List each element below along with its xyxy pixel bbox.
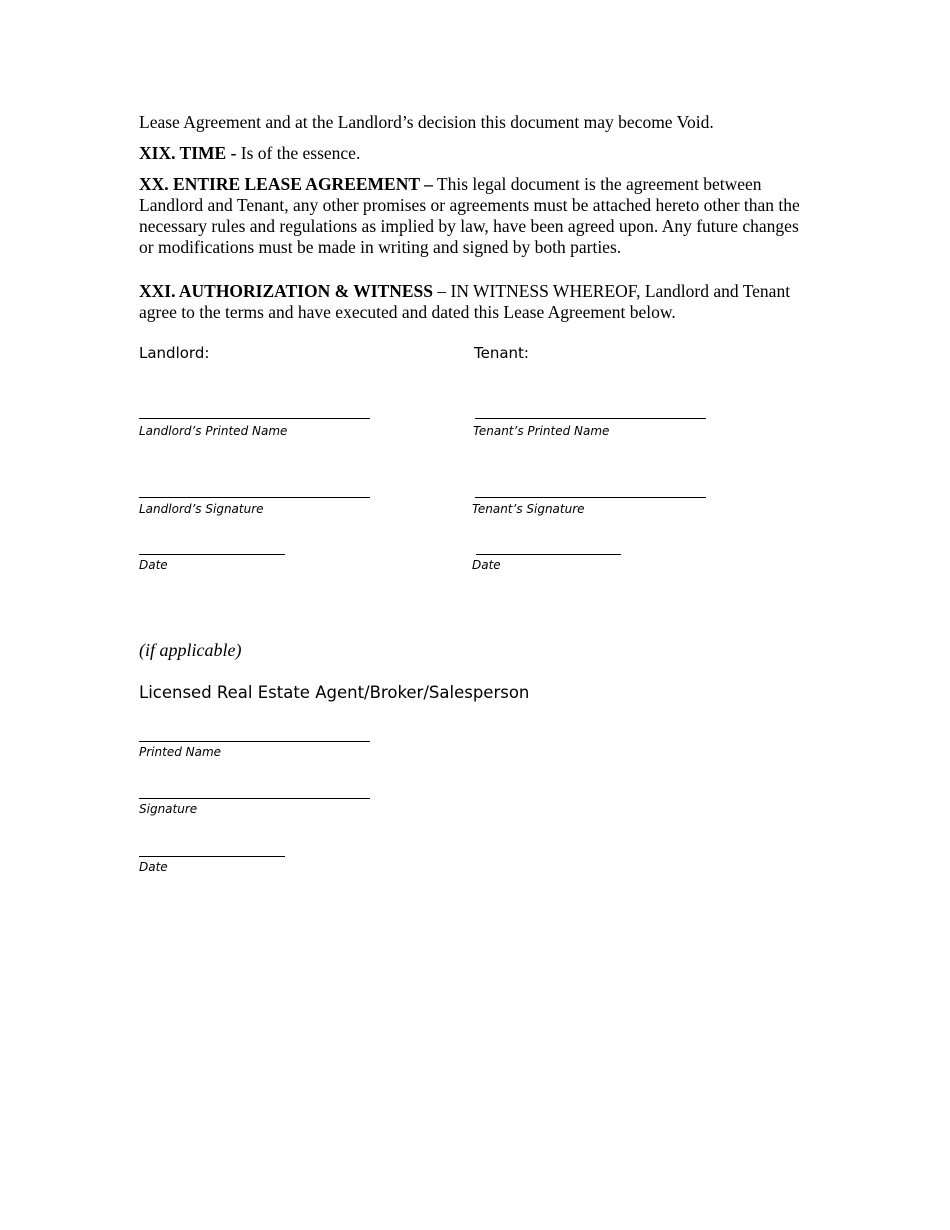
agent-title: Licensed Real Estate Agent/Broker/Salesperson: [139, 683, 530, 702]
tenant-signature-line[interactable]: [475, 497, 706, 498]
landlord-date-caption: Date: [139, 558, 168, 572]
agent-printed-name-line[interactable]: [139, 741, 370, 742]
tenant-date-line[interactable]: [476, 554, 621, 555]
section-time-text: Is of the essence.: [236, 143, 361, 163]
agent-signature-line[interactable]: [139, 798, 370, 799]
agent-date-line[interactable]: [139, 856, 285, 857]
agent-date-caption: Date: [139, 860, 168, 874]
section-entire-agreement: [139, 174, 811, 258]
tenant-printed-name-caption: Tenant’s Printed Name: [473, 424, 610, 438]
section-time-heading: XIX. TIME -: [139, 143, 237, 163]
tenant-label: Tenant:: [474, 344, 529, 362]
section-authorization: [139, 281, 799, 323]
tenant-printed-name-line[interactable]: [475, 418, 706, 419]
agent-printed-name-caption: Printed Name: [139, 745, 222, 759]
tenant-signature-caption: Tenant’s Signature: [472, 502, 585, 516]
landlord-label: Landlord:: [139, 344, 210, 362]
intro-paragraph: Lease Agreement and at the Landlord’s decision this document may become Void.: [139, 112, 714, 132]
landlord-signature-line[interactable]: [139, 497, 370, 498]
section-time: [139, 143, 829, 164]
landlord-signature-caption: Landlord’s Signature: [139, 502, 264, 516]
section-entire-agreement-text: This legal document is the agreement between Landlord and Tenant, any other promises or agreements must be attached hereto other than the necessary rules and regulations as implied by law, have been agreed upon. Any future changes or modifications must be made in writing and signed by both parties.: [139, 174, 800, 257]
section-authorization-heading: XXI. AUTHORIZATION & WITNESS: [139, 281, 434, 301]
section-authorization-text: – IN WITNESS WHEREOF, Landlord and Tenant agree to the terms and have executed and dated this Lease Agreement below.: [139, 281, 791, 322]
landlord-date-line[interactable]: [139, 554, 285, 555]
landlord-printed-name-line[interactable]: [139, 418, 370, 419]
agent-signature-caption: Signature: [139, 802, 198, 816]
if-applicable-note: (if applicable): [139, 640, 242, 660]
tenant-date-caption: Date: [472, 558, 501, 572]
landlord-printed-name-caption: Landlord’s Printed Name: [139, 424, 288, 438]
section-entire-agreement-heading: XX. ENTIRE LEASE AGREEMENT –: [139, 174, 433, 194]
